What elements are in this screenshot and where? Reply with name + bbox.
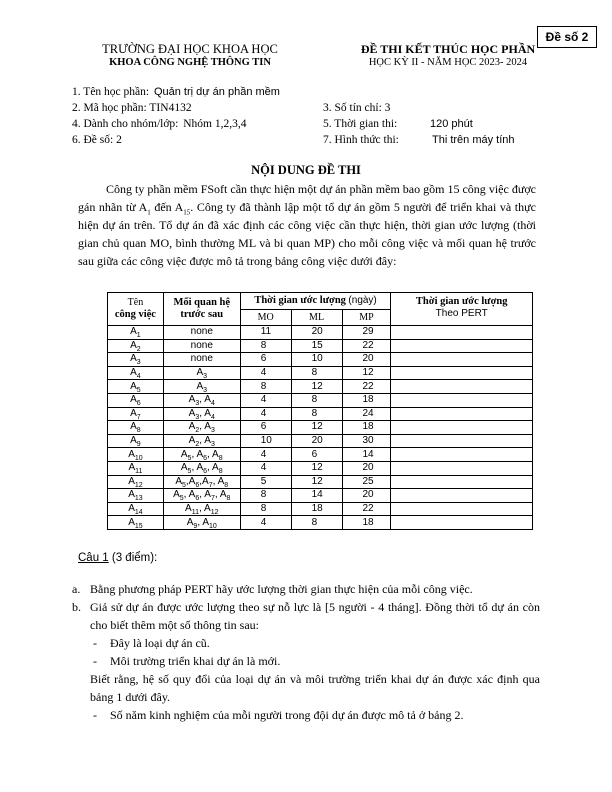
task-name-cell: $A_9$	[108, 434, 164, 448]
mo-cell: 8	[240, 502, 291, 516]
header-dependency	[163, 293, 240, 326]
task-name-cell: $A_{10}$	[108, 448, 164, 462]
format-value: Thi trên máy tính	[432, 134, 515, 146]
mo-cell: 6	[240, 353, 291, 367]
dependency-cell: $A_5$, $A_6$, $A_7$, $A_8$	[163, 489, 240, 503]
mp-cell: 20	[342, 461, 391, 475]
pert-cell	[391, 434, 533, 448]
mo-cell: 4	[240, 448, 291, 462]
table-row	[108, 421, 533, 435]
intro-text-1: Công ty phần mềm FSoft cần thực hiện một dự án phần mềm bao gồm 15 công việc được gán nhãn từ A	[78, 182, 536, 214]
duration-value: 120 phút	[430, 118, 473, 130]
mp-cell: 20	[342, 353, 391, 367]
ml-cell: 8	[291, 366, 342, 380]
mp-cell: 12	[342, 366, 391, 380]
dependency-cell: $A_5,A_6,A_7$, $A_8$	[163, 475, 240, 489]
ml-cell: 20	[291, 326, 342, 340]
task-name-cell: $A_2$	[108, 339, 164, 353]
bullet3-text: Số năm kinh nghiệm của mỗi người trong đội dự án được mô tả ở bảng 2.	[110, 708, 464, 722]
ml-cell: 6	[291, 448, 342, 462]
header-pert-line2: Theo PERT	[435, 308, 488, 319]
header-mp: MP	[342, 310, 391, 326]
mp-cell: 29	[342, 326, 391, 340]
mo-cell: 10	[240, 434, 291, 448]
mo-cell: 6	[240, 421, 291, 435]
course-name: Quản trị dự án phần mềm	[153, 86, 280, 98]
dependency-cell: $A_3$, $A_4$	[163, 393, 240, 407]
course-code-label: 2. Mã học phần:	[72, 102, 147, 114]
table-row	[108, 326, 533, 340]
mp-cell: 18	[342, 516, 391, 530]
mp-cell: 25	[342, 475, 391, 489]
course-name-row	[72, 85, 280, 99]
task-table	[107, 292, 533, 530]
pert-cell	[391, 407, 533, 421]
task-name-cell: $A_6$	[108, 393, 164, 407]
ml-cell: 20	[291, 434, 342, 448]
mo-cell: 4	[240, 366, 291, 380]
header-estimate	[240, 293, 391, 310]
ml-cell: 10	[291, 353, 342, 367]
pert-cell	[391, 516, 533, 530]
task-name-cell: $A_{12}$	[108, 475, 164, 489]
credits-label: 3. Số tín chỉ:	[323, 102, 382, 114]
dependency-cell: $A_3$	[163, 380, 240, 394]
mo-cell: 11	[240, 326, 291, 340]
dependency-cell: none	[163, 326, 240, 340]
mp-cell: 20	[342, 489, 391, 503]
task-name-cell: $A_8$	[108, 421, 164, 435]
task-name-cell: $A_{11}$	[108, 461, 164, 475]
ml-cell: 15	[291, 339, 342, 353]
mo-cell: 4	[240, 407, 291, 421]
ml-cell: 8	[291, 516, 342, 530]
question1-points: (3 điểm):	[108, 552, 158, 564]
question1-label: Câu 1	[78, 552, 109, 564]
header-pert	[391, 293, 533, 326]
table-row	[108, 380, 533, 394]
university-name: TRƯỜNG ĐẠI HỌC KHOA HỌC	[102, 42, 278, 56]
header-est-unit: (ngày)	[348, 295, 377, 306]
table-row	[108, 489, 533, 503]
format-label: 7. Hình thức thi:	[323, 134, 399, 146]
dependency-cell: $A_9$, $A_{10}$	[163, 516, 240, 530]
table-row	[108, 461, 533, 475]
format	[432, 133, 515, 147]
header-dep-line2: trước sau	[180, 309, 224, 320]
bullet1-text: Đây là loại dự án cũ.	[110, 636, 210, 650]
intro-paragraph	[78, 180, 536, 270]
mo-cell: 8	[240, 489, 291, 503]
table-row	[108, 475, 533, 489]
ml-cell: 14	[291, 489, 342, 503]
mo-cell: 4	[240, 516, 291, 530]
task-name-cell: $A_7$	[108, 407, 164, 421]
dependency-cell: $A_2$, $A_3$	[163, 434, 240, 448]
duration-label: 5. Thời gian thi:	[323, 118, 398, 130]
ml-cell: 12	[291, 461, 342, 475]
course-code-row	[72, 101, 192, 115]
dependency-cell: $A_2$, $A_3$	[163, 421, 240, 435]
table-row	[108, 339, 533, 353]
section-title: NỘI DUNG ĐỀ THI	[251, 163, 361, 177]
exam-no-row	[72, 133, 122, 147]
table-row	[108, 448, 533, 462]
pert-cell	[391, 489, 533, 503]
pert-cell	[391, 326, 533, 340]
table-row	[108, 353, 533, 367]
dependency-cell: $A_3$	[163, 366, 240, 380]
group: Nhóm 1,2,3,4	[183, 118, 247, 130]
ml-cell: 12	[291, 380, 342, 394]
course-code: TIN4132	[149, 102, 192, 114]
header-task-line1: Tên	[127, 297, 144, 308]
intro-sub-2: 15	[183, 208, 191, 217]
intro-text-2: đến A	[150, 200, 184, 214]
table-row	[108, 434, 533, 448]
mo-cell: 4	[240, 461, 291, 475]
dependency-cell: $A_{11}$, $A_{12}$	[163, 502, 240, 516]
group-row	[72, 117, 247, 131]
table-row	[108, 366, 533, 380]
dependency-cell: $A_3$, $A_4$	[163, 407, 240, 421]
dependency-cell: none	[163, 339, 240, 353]
ml-cell: 8	[291, 407, 342, 421]
mp-cell: 30	[342, 434, 391, 448]
bullet1-dash: -	[93, 636, 97, 650]
header-dep-line1: Mối quan hệ	[173, 297, 231, 308]
group-label: 4. Dành cho nhóm/lớp:	[72, 118, 179, 130]
exam-no-label: 6. Đề số:	[72, 134, 114, 146]
credits: 3	[384, 102, 391, 114]
ml-cell: 12	[291, 475, 342, 489]
exam-number-badge: Đề số 2	[537, 26, 597, 48]
bullet2-dash: -	[93, 654, 97, 668]
ml-cell: 12	[291, 421, 342, 435]
task-name-cell: $A_{14}$	[108, 502, 164, 516]
semester: HỌC KỲ II - NĂM HỌC 2023- 2024	[368, 57, 528, 68]
mp-cell: 18	[342, 421, 391, 435]
dependency-cell: $A_5$, $A_6$, $A_8$	[163, 448, 240, 462]
dependency-cell: $A_5$, $A_6$, $A_8$	[163, 461, 240, 475]
task-name-cell: $A_{15}$	[108, 516, 164, 530]
mo-cell: 5	[240, 475, 291, 489]
ml-cell: 18	[291, 502, 342, 516]
mo-cell: 8	[240, 380, 291, 394]
mo-cell: 4	[240, 393, 291, 407]
pert-cell	[391, 461, 533, 475]
item-b-text: Giả sử dự án được ước lượng theo sự nỗ lực là [5 người - 4 tháng]. Đồng thời tổ dự án còn cho biết thêm một số thông tin sau:	[90, 600, 540, 632]
header-mo: MO	[240, 310, 291, 326]
bullet2-text: Môi trường triển khai dự án là mới.	[110, 654, 281, 668]
ml-cell: 8	[291, 393, 342, 407]
pert-cell	[391, 380, 533, 394]
task-name-cell: $A_{13}$	[108, 489, 164, 503]
mp-cell: 22	[342, 339, 391, 353]
credits-row	[323, 101, 390, 115]
bullet3-dash: -	[93, 708, 97, 722]
header-task	[108, 293, 164, 326]
pert-cell	[391, 366, 533, 380]
header-est-line1: Thời gian ước lượng	[254, 295, 346, 306]
pert-cell	[391, 502, 533, 516]
mp-cell: 14	[342, 448, 391, 462]
duration	[430, 117, 473, 131]
pert-cell	[391, 448, 533, 462]
pert-cell	[391, 353, 533, 367]
header-pert-line1: Thời gian ước lượng	[415, 296, 508, 307]
item-a-text: Bằng phương pháp PERT hãy ước lượng thời gian thực hiện của mỗi công việc.	[90, 582, 473, 596]
pert-cell	[391, 339, 533, 353]
intro-text-3: . Công ty đã thành lập một tổ dự án gồm 5 người để triển khai và thực hiện dự án trên. Tổ dự án đã xác định các công việc cần thực hiện, thời gian ước lượng (thời gian chủ quan MO, bình thường ML và bi quan MP) cho mỗi công việc và mối quan hệ trước sau giữa các công việc được mô tả trong bảng công việc dưới đây:	[78, 200, 536, 268]
mp-cell: 22	[342, 502, 391, 516]
course-name-label: 1. Tên học phần:	[72, 86, 150, 98]
table-row	[108, 516, 533, 530]
pert-cell	[391, 475, 533, 489]
task-name-cell: $A_5$	[108, 380, 164, 394]
question1-heading	[78, 552, 157, 564]
header-ml: ML	[291, 310, 342, 326]
task-name-cell: $A_4$	[108, 366, 164, 380]
faculty-name: KHOA CÔNG NGHỆ THÔNG TIN	[109, 57, 271, 68]
task-name-cell: $A_3$	[108, 353, 164, 367]
header-task-line2: công việc	[114, 309, 156, 320]
item-a-label: a.	[72, 582, 81, 596]
mp-cell: 22	[342, 380, 391, 394]
mp-cell: 24	[342, 407, 391, 421]
table-row	[108, 407, 533, 421]
note-text: Biết rằng, hệ số quy đổi của loại dự án và môi trường triển khai dự án được xác định qua bảng 1 dưới đây.	[90, 672, 540, 704]
item-b-label: b.	[72, 600, 81, 614]
mp-cell: 18	[342, 393, 391, 407]
table-row	[108, 393, 533, 407]
pert-cell	[391, 393, 533, 407]
dependency-cell: none	[163, 353, 240, 367]
task-table-body	[108, 326, 533, 530]
pert-cell	[391, 421, 533, 435]
exam-title: ĐỀ THI KẾT THÚC HỌC PHẦN	[360, 42, 536, 56]
task-name-cell: $A_1$	[108, 326, 164, 340]
mo-cell: 8	[240, 339, 291, 353]
exam-no: 2	[116, 134, 122, 146]
intro-sub-1: 1	[147, 208, 151, 217]
table-row	[108, 502, 533, 516]
